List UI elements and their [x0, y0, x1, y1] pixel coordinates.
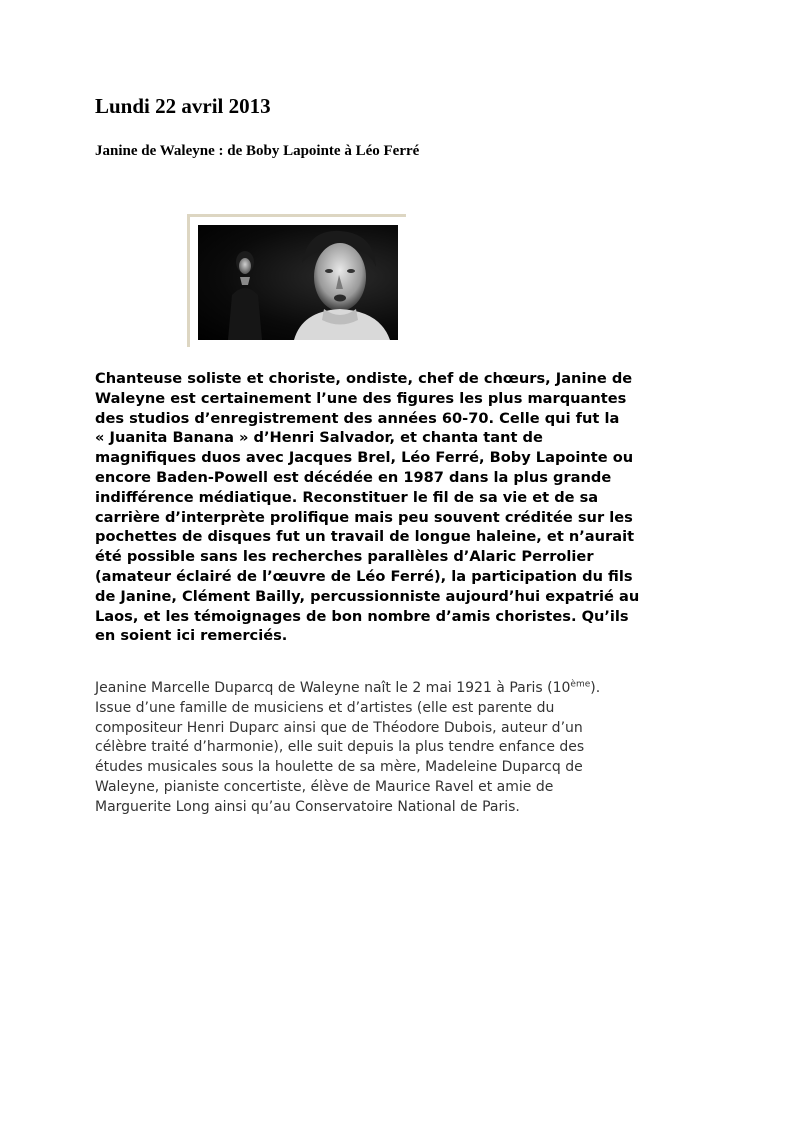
- body-line: Waleyne, pianiste concertiste, élève de Maurice Ravel et amie de: [95, 778, 554, 795]
- body-line-birth-text: Jeanine Marcelle Duparcq de Waleyne naît le 2 mai 1921 à Paris (10: [95, 680, 571, 696]
- intro-paragraph: [95, 369, 705, 646]
- photo-illustration: [198, 225, 398, 340]
- body-line: célèbre traité d’harmonie), elle suit depuis la plus tendre enfance des: [95, 739, 585, 756]
- intro-line: (amateur éclairé de l’œuvre de Léo Ferré), la participation du fils: [95, 567, 633, 585]
- intro-line: carrière d’interprète prolifique mais peu souvent créditée sur les: [95, 508, 633, 526]
- photo-image: [198, 225, 398, 340]
- intro-line: pochettes de disques fut un travail de longue haleine, et n’aurait: [95, 528, 635, 546]
- intro-line: Laos, et les témoignages de bon nombre d’amis choristes. Qu’ils: [95, 607, 629, 625]
- post-date: Lundi 22 avril 2013: [95, 94, 271, 118]
- body-line-birth: [95, 680, 600, 696]
- intro-line: « Juanita Banana » d’Henri Salvador, et chanta tant de: [95, 429, 543, 447]
- intro-line: des studios d’enregistrement des années 60-70. Celle qui fut la: [95, 409, 620, 427]
- intro-line: en soient ici remerciés.: [95, 627, 288, 645]
- body-line-birth-end: ).: [590, 680, 601, 696]
- superscript-ordinal: ème: [570, 679, 591, 690]
- body-line: Issue d’une famille de musiciens et d’artistes (elle est parente du: [95, 699, 555, 716]
- intro-line: été possible sans les recherches parallèles d’Alaric Perrolier: [95, 548, 594, 566]
- post-title: Janine de Waleyne : de Boby Lapointe à Léo Ferré: [95, 143, 420, 159]
- intro-line: Waleyne est certainement l’une des figures les plus marquantes: [95, 389, 627, 407]
- intro-line: Chanteuse soliste et choriste, ondiste, chef de chœurs, Janine de: [95, 370, 633, 387]
- intro-line: encore Baden-Powell est décédée en 1987 dans la plus grande: [95, 468, 612, 486]
- body-line: compositeur Henri Duparc ainsi que de Théodore Dubois, auteur d’un: [95, 719, 583, 736]
- intro-line: magnifiques duos avec Jacques Brel, Léo Ferré, Boby Lapointe ou: [95, 449, 634, 467]
- intro-line: de Janine, Clément Bailly, percussionniste aujourd’hui expatrié au: [95, 587, 640, 605]
- body-line: études musicales sous la houlette de sa mère, Madeleine Duparcq de: [95, 759, 583, 776]
- body-paragraph: [95, 679, 705, 818]
- intro-line: indifférence médiatique. Reconstituer le fil de sa vie et de sa: [95, 488, 599, 506]
- body-line: Marguerite Long ainsi qu’au Conservatoire National de Paris.: [95, 798, 520, 815]
